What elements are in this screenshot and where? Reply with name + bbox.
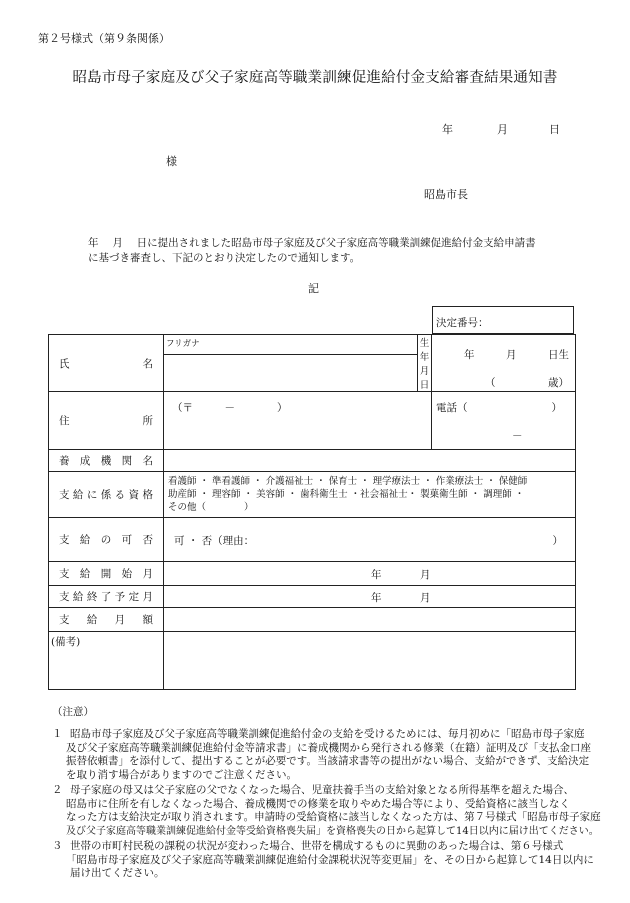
approval-close: ） (552, 535, 564, 547)
decision-number-box (432, 306, 574, 334)
phone-label: 電話（ ） (436, 402, 563, 414)
note-3 (52, 840, 622, 881)
note-3-line-1: 世帯の市町村民税の課税の状況が変わった場合、世帯を構成するものに異動のあった場合は、第６号様式 (70, 840, 564, 852)
institution-row (49, 450, 576, 472)
qualification-line-3: その他（ ） (168, 502, 254, 513)
address-field[interactable] (164, 392, 432, 450)
end-month-unit: 月 (420, 592, 431, 604)
note-1-line-4: を取り消す場合がありますのでご注意ください。 (66, 768, 297, 781)
note-2-line-1: 母子家庭の母又は父子家庭の父でなくなった場合、児童扶養手当の支給対象となる所得基準を超えた場合、 (70, 784, 574, 796)
name-row (49, 335, 576, 392)
ki-marker: 記 (308, 282, 319, 295)
institution-label: 養成機関名 (49, 450, 164, 472)
intro-line-1: 年 月 日に提出されました昭島市母子家庭及び父子家庭高等職業訓練促進給付金支給申請書 (88, 237, 536, 249)
qualification-row (49, 472, 576, 518)
end-year-unit: 年 (371, 592, 382, 604)
postal-code: （〒 － ） (172, 402, 288, 414)
phone-dash: － (512, 430, 523, 442)
date-month: 月 (497, 123, 508, 136)
end-month-field[interactable] (164, 586, 576, 608)
start-month-field[interactable] (164, 562, 576, 586)
address-row (49, 392, 576, 450)
phone-field[interactable] (432, 392, 576, 450)
end-month-label: 支給終了予定月 (49, 586, 164, 608)
approval-value: 可 ・ 否（理由： (174, 535, 255, 547)
intro-line-2: に基づき審査し、下記のとおり決定したので通知します。 (88, 252, 361, 264)
intro-text (88, 236, 558, 266)
addressee-suffix: 様 (166, 155, 177, 168)
qualification-label: 支給に係る資格 (49, 472, 164, 518)
amount-label: 支給月額 (49, 608, 164, 632)
amount-row (49, 608, 576, 632)
decision-number-label: 決定番号： (436, 317, 489, 329)
date-year: 年 (442, 123, 453, 136)
note-3-number: ３ (52, 840, 63, 852)
date-day: 日 (549, 123, 560, 136)
furigana-label: フリガナ (164, 335, 417, 355)
note-1-line-2: 及び父子家庭高等職業訓練促進給付金等請求書」に養成機関から発行される修業（在籍）証明及び「支払金口座 (66, 741, 591, 754)
issuer: 昭島市長 (424, 188, 468, 201)
start-month-label: 支給開始月 (49, 562, 164, 586)
qualification-options[interactable] (164, 472, 576, 518)
note-2-number: ２ (52, 784, 63, 796)
start-month-row (49, 562, 576, 586)
approval-label: 支給の可否 (49, 518, 164, 562)
institution-field[interactable] (164, 450, 576, 472)
note-3-line-2: 「昭島市母子家庭及び父子家庭高等職業訓練促進給付金課税状況等変更届」を、その日から起算して14日以内に (66, 853, 594, 866)
form-number: 第２号様式（第９条関係） (38, 32, 170, 45)
remarks-field[interactable] (164, 632, 576, 690)
result-table (48, 334, 576, 690)
remarks-label: (備考) (49, 632, 164, 690)
name-label: 氏 名 (49, 335, 164, 392)
remarks-row (49, 632, 576, 690)
qualification-line-2: 助産師 ・ 理容師 ・ 美容師 ・ 歯科衛生士 ・社会福祉士・ 製菓衛生師 ・ 調理師 ・ (168, 489, 525, 500)
note-2 (52, 784, 622, 838)
note-2-line-4: 及び父子家庭高等職業訓練促進給付金等受給資格喪失届」を資格喪失の日から起算して14日以内に届け出てください。 (66, 825, 599, 837)
note-1 (52, 728, 622, 782)
approval-field[interactable] (164, 518, 576, 562)
start-month-unit: 月 (420, 569, 431, 581)
birth-value: 年 月 日生 (464, 349, 570, 361)
name-field[interactable] (164, 335, 418, 392)
note-2-line-2: 昭島市に住所を有しなくなった場合、養成機関での修業を取りやめた場合等により、受給資格に該当しなく (66, 797, 570, 810)
qualification-line-1: 看護師 ・ 準看護師 ・ 介護福祉士 ・ 保育士 ・ 理学療法士 ・ 作業療法士 ・ 保健師 (168, 476, 528, 487)
birth-label: 生年月日 (418, 335, 432, 392)
note-1-line-1: 昭島市母子家庭及び父子家庭高等職業訓練促進給付金の支給を受けるためには、毎月初めに「昭島市母子家庭 (70, 728, 585, 740)
document-title: 昭島市母子家庭及び父子家庭高等職業訓練促進給付金支給審査結果通知書 (72, 70, 558, 86)
start-year-unit: 年 (371, 569, 382, 581)
note-3-line-3: 届け出てください。 (70, 867, 165, 879)
birth-field[interactable] (432, 335, 576, 392)
address-label: 住 所 (49, 392, 164, 450)
end-month-row (49, 586, 576, 608)
note-1-number: １ (52, 728, 63, 740)
amount-field[interactable] (164, 608, 576, 632)
notes-heading: （注意） (52, 706, 94, 718)
note-2-line-3: なった方は支給決定が取り消されます。申請時の受給資格に該当しなくなった方は、第７号様式「昭島市母子家庭 (66, 811, 601, 823)
age-value: （ 歳） (485, 377, 570, 389)
approval-row (49, 518, 576, 562)
note-1-line-3: 振替依頼書」を添付して、提出することが必要です。当該請求書等の提出がない場合、支給ができず、支給決定 (66, 755, 590, 767)
